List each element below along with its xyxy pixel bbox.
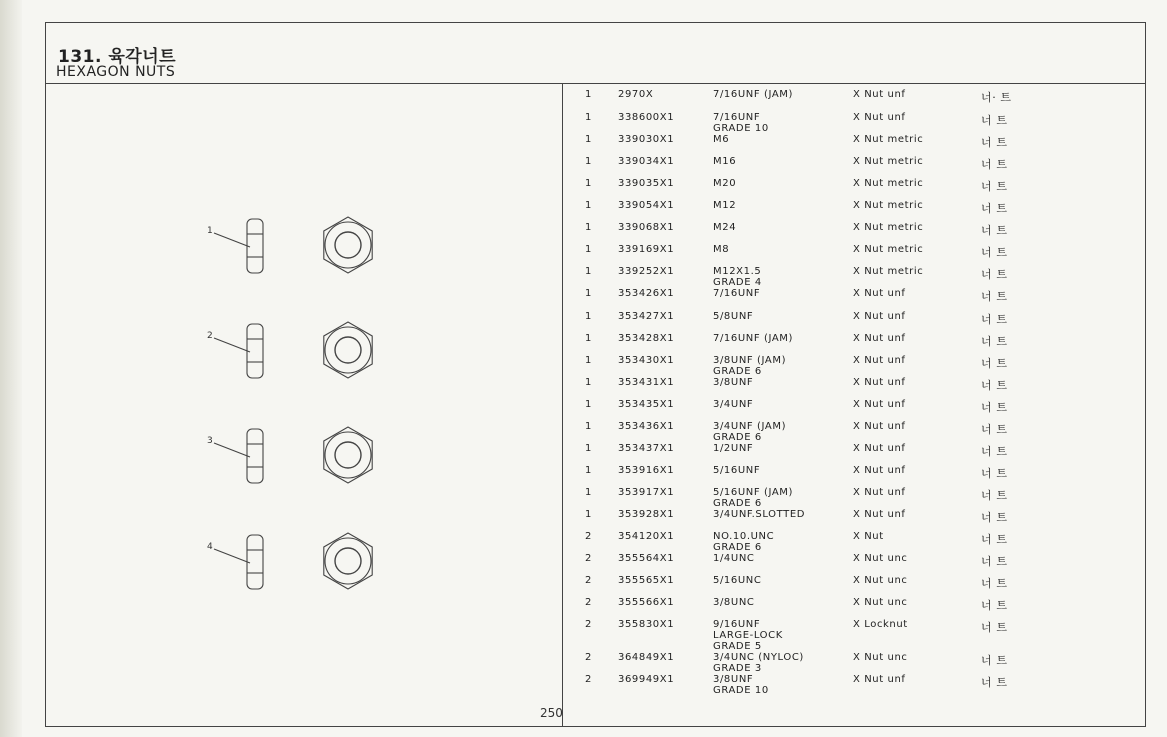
row-description: X Nut unf bbox=[853, 399, 906, 410]
row-description: X Nut unf bbox=[853, 288, 906, 299]
row-qty: 1 bbox=[585, 311, 592, 322]
row-size: M6 bbox=[713, 134, 730, 145]
row-description: X Nut metric bbox=[853, 178, 924, 189]
row-qty: 1 bbox=[585, 333, 592, 344]
table-row bbox=[563, 399, 1143, 421]
row-qty: 1 bbox=[585, 443, 592, 454]
row-description: X Locknut bbox=[853, 619, 908, 630]
row-korean-name: 너 트 bbox=[981, 158, 1008, 171]
table-row bbox=[563, 465, 1143, 487]
row-size: 7/16UNF (JAM) bbox=[713, 89, 794, 100]
row-part-number: 353437X1 bbox=[618, 443, 675, 454]
table-row bbox=[563, 89, 1143, 111]
row-korean-name: 너 트 bbox=[981, 533, 1008, 546]
row-size: 7/16UNF (JAM) bbox=[713, 333, 794, 344]
page-header bbox=[45, 22, 1146, 84]
row-korean-name: 너 트 bbox=[981, 555, 1008, 568]
row-size: 5/8UNF bbox=[713, 311, 754, 322]
table-row bbox=[563, 112, 1143, 134]
row-part-number: 353435X1 bbox=[618, 399, 675, 410]
row-part-number: 339035X1 bbox=[618, 178, 675, 189]
callout-label: 2 bbox=[207, 331, 213, 341]
row-description: X Nut unf bbox=[853, 487, 906, 498]
table-row bbox=[563, 200, 1143, 222]
row-korean-name: 너 트 bbox=[981, 136, 1008, 149]
callout-label: 1 bbox=[207, 226, 213, 236]
table-row bbox=[563, 652, 1143, 674]
row-part-number: 339054X1 bbox=[618, 200, 675, 211]
row-size: 3/8UNF (JAM) GRADE 6 bbox=[713, 355, 787, 377]
scan-edge-shadow bbox=[0, 0, 22, 737]
row-korean-name: 너 트 bbox=[981, 511, 1008, 524]
row-part-number: 339030X1 bbox=[618, 134, 675, 145]
row-part-number: 339034X1 bbox=[618, 156, 675, 167]
table-row bbox=[563, 266, 1143, 288]
row-qty: 1 bbox=[585, 465, 592, 476]
row-qty: 2 bbox=[585, 597, 592, 608]
table-row bbox=[563, 575, 1143, 597]
row-part-number: 339252X1 bbox=[618, 266, 675, 277]
table-row bbox=[563, 222, 1143, 244]
row-part-number: 353917X1 bbox=[618, 487, 675, 498]
row-korean-name: 너· 트 bbox=[981, 91, 1012, 104]
row-size: M12 bbox=[713, 200, 737, 211]
row-korean-name: 너 트 bbox=[981, 621, 1008, 634]
row-description: X Nut metric bbox=[853, 134, 924, 145]
row-part-number: 355565X1 bbox=[618, 575, 675, 586]
row-korean-name: 너 트 bbox=[981, 401, 1008, 414]
table-row bbox=[563, 619, 1143, 652]
row-size: 1/4UNC bbox=[713, 553, 755, 564]
callout-label: 4 bbox=[207, 542, 213, 552]
row-size: 3/8UNF GRADE 10 bbox=[713, 674, 769, 696]
page-number: 250 bbox=[540, 706, 563, 720]
row-size: M12X1.5 GRADE 4 bbox=[713, 266, 762, 288]
row-part-number: 353916X1 bbox=[618, 465, 675, 476]
row-korean-name: 너 트 bbox=[981, 599, 1008, 612]
row-size: 3/4UNF bbox=[713, 399, 754, 410]
row-description: X Nut unf bbox=[853, 509, 906, 520]
row-qty: 1 bbox=[585, 200, 592, 211]
row-korean-name: 너 트 bbox=[981, 290, 1008, 303]
row-part-number: 353428X1 bbox=[618, 333, 675, 344]
row-description: X Nut unc bbox=[853, 553, 908, 564]
table-row bbox=[563, 531, 1143, 553]
row-part-number: 355830X1 bbox=[618, 619, 675, 630]
row-part-number: 355564X1 bbox=[618, 553, 675, 564]
row-size: 3/4UNC (NYLOC) GRADE 3 bbox=[713, 652, 804, 674]
row-qty: 1 bbox=[585, 244, 592, 255]
row-part-number: 355566X1 bbox=[618, 597, 675, 608]
page-subtitle: HEXAGON NUTS bbox=[56, 64, 176, 80]
row-description: X Nut unf bbox=[853, 421, 906, 432]
row-size: 5/16UNF (JAM) GRADE 6 bbox=[713, 487, 794, 509]
row-korean-name: 너 트 bbox=[981, 335, 1008, 348]
row-korean-name: 너 트 bbox=[981, 577, 1008, 590]
row-korean-name: 너 트 bbox=[981, 114, 1008, 127]
row-description: X Nut unf bbox=[853, 112, 906, 123]
page-title: 131. 육각너트 bbox=[58, 47, 177, 67]
row-korean-name: 너 트 bbox=[981, 246, 1008, 259]
row-description: X Nut unc bbox=[853, 597, 908, 608]
row-description: X Nut metric bbox=[853, 244, 924, 255]
row-part-number: 339068X1 bbox=[618, 222, 675, 233]
row-qty: 2 bbox=[585, 674, 592, 685]
table-row bbox=[563, 178, 1143, 200]
row-qty: 1 bbox=[585, 266, 592, 277]
row-size: 1/2UNF bbox=[713, 443, 754, 454]
row-description: X Nut unf bbox=[853, 465, 906, 476]
row-qty: 1 bbox=[585, 487, 592, 498]
row-qty: 1 bbox=[585, 112, 592, 123]
table-row bbox=[563, 288, 1143, 310]
row-description: X Nut unf bbox=[853, 443, 906, 454]
table-row bbox=[563, 333, 1143, 355]
row-korean-name: 너 트 bbox=[981, 676, 1008, 689]
table-row bbox=[563, 244, 1143, 266]
row-size: M20 bbox=[713, 178, 737, 189]
row-korean-name: 너 트 bbox=[981, 357, 1008, 370]
table-row bbox=[563, 509, 1143, 531]
row-description: X Nut unf bbox=[853, 377, 906, 388]
row-size: 9/16UNF LARGE-LOCK GRADE 5 bbox=[713, 619, 783, 652]
row-part-number: 353426X1 bbox=[618, 288, 675, 299]
table-row bbox=[563, 377, 1143, 399]
row-size: 7/16UNF GRADE 10 bbox=[713, 112, 769, 134]
row-size: 3/4UNF (JAM) GRADE 6 bbox=[713, 421, 787, 443]
row-qty: 1 bbox=[585, 355, 592, 366]
row-description: X Nut unf bbox=[853, 674, 906, 685]
row-size: 3/8UNC bbox=[713, 597, 755, 608]
row-size: NO.10.UNC GRADE 6 bbox=[713, 531, 775, 553]
row-qty: 2 bbox=[585, 619, 592, 630]
row-qty: 1 bbox=[585, 399, 592, 410]
hex-nut-diagram bbox=[46, 85, 562, 726]
row-korean-name: 너 트 bbox=[981, 202, 1008, 215]
row-qty: 1 bbox=[585, 156, 592, 167]
row-qty: 1 bbox=[585, 134, 592, 145]
row-qty: 1 bbox=[585, 89, 592, 100]
table-row bbox=[563, 311, 1143, 333]
row-qty: 1 bbox=[585, 509, 592, 520]
row-size: 7/16UNF bbox=[713, 288, 761, 299]
row-description: X Nut unf bbox=[853, 311, 906, 322]
row-description: X Nut unf bbox=[853, 89, 906, 100]
hex-nut-3 bbox=[214, 427, 372, 483]
row-korean-name: 너 트 bbox=[981, 313, 1008, 326]
row-description: X Nut unf bbox=[853, 333, 906, 344]
row-size: 3/4UNF.SLOTTED bbox=[713, 509, 806, 520]
table-row bbox=[563, 674, 1143, 696]
row-qty: 2 bbox=[585, 531, 592, 542]
row-korean-name: 너 트 bbox=[981, 445, 1008, 458]
row-description: X Nut unc bbox=[853, 575, 908, 586]
table-row bbox=[563, 355, 1143, 377]
row-korean-name: 너 트 bbox=[981, 467, 1008, 480]
row-size: M24 bbox=[713, 222, 737, 233]
parts-diagram bbox=[46, 85, 562, 726]
row-part-number: 353427X1 bbox=[618, 311, 675, 322]
table-row bbox=[563, 443, 1143, 465]
row-part-number: 353431X1 bbox=[618, 377, 675, 388]
row-korean-name: 너 트 bbox=[981, 268, 1008, 281]
row-description: X Nut metric bbox=[853, 156, 924, 167]
hex-nut-2 bbox=[214, 322, 372, 378]
row-korean-name: 너 트 bbox=[981, 379, 1008, 392]
row-size: 3/8UNF bbox=[713, 377, 754, 388]
row-size: 5/16UNC bbox=[713, 575, 762, 586]
table-row bbox=[563, 156, 1143, 178]
row-part-number: 364849X1 bbox=[618, 652, 675, 663]
table-row bbox=[563, 597, 1143, 619]
row-size: M16 bbox=[713, 156, 737, 167]
row-description: X Nut metric bbox=[853, 266, 924, 277]
row-korean-name: 너 트 bbox=[981, 180, 1008, 193]
row-part-number: 353928X1 bbox=[618, 509, 675, 520]
row-part-number: 353430X1 bbox=[618, 355, 675, 366]
row-size: 5/16UNF bbox=[713, 465, 761, 476]
row-description: X Nut metric bbox=[853, 200, 924, 211]
table-row bbox=[563, 487, 1143, 509]
callout-label: 3 bbox=[207, 436, 213, 446]
row-qty: 2 bbox=[585, 575, 592, 586]
hex-nut-4 bbox=[214, 533, 372, 589]
row-qty: 2 bbox=[585, 652, 592, 663]
row-part-number: 338600X1 bbox=[618, 112, 675, 123]
row-qty: 2 bbox=[585, 553, 592, 564]
row-qty: 1 bbox=[585, 421, 592, 432]
parts-table bbox=[563, 86, 1143, 706]
row-part-number: 2970X bbox=[618, 89, 654, 100]
row-description: X Nut unf bbox=[853, 355, 906, 366]
row-description: X Nut unc bbox=[853, 652, 908, 663]
row-korean-name: 너 트 bbox=[981, 489, 1008, 502]
row-part-number: 354120X1 bbox=[618, 531, 675, 542]
hex-nut-1 bbox=[214, 217, 372, 273]
row-korean-name: 너 트 bbox=[981, 224, 1008, 237]
row-qty: 1 bbox=[585, 178, 592, 189]
row-qty: 1 bbox=[585, 377, 592, 388]
row-part-number: 369949X1 bbox=[618, 674, 675, 685]
row-description: X Nut bbox=[853, 531, 884, 542]
table-row bbox=[563, 553, 1143, 575]
row-qty: 1 bbox=[585, 222, 592, 233]
row-part-number: 353436X1 bbox=[618, 421, 675, 432]
row-description: X Nut metric bbox=[853, 222, 924, 233]
table-row bbox=[563, 421, 1143, 443]
table-row bbox=[563, 134, 1143, 156]
row-size: M8 bbox=[713, 244, 730, 255]
row-korean-name: 너 트 bbox=[981, 423, 1008, 436]
row-qty: 1 bbox=[585, 288, 592, 299]
row-korean-name: 너 트 bbox=[981, 654, 1008, 667]
row-part-number: 339169X1 bbox=[618, 244, 675, 255]
